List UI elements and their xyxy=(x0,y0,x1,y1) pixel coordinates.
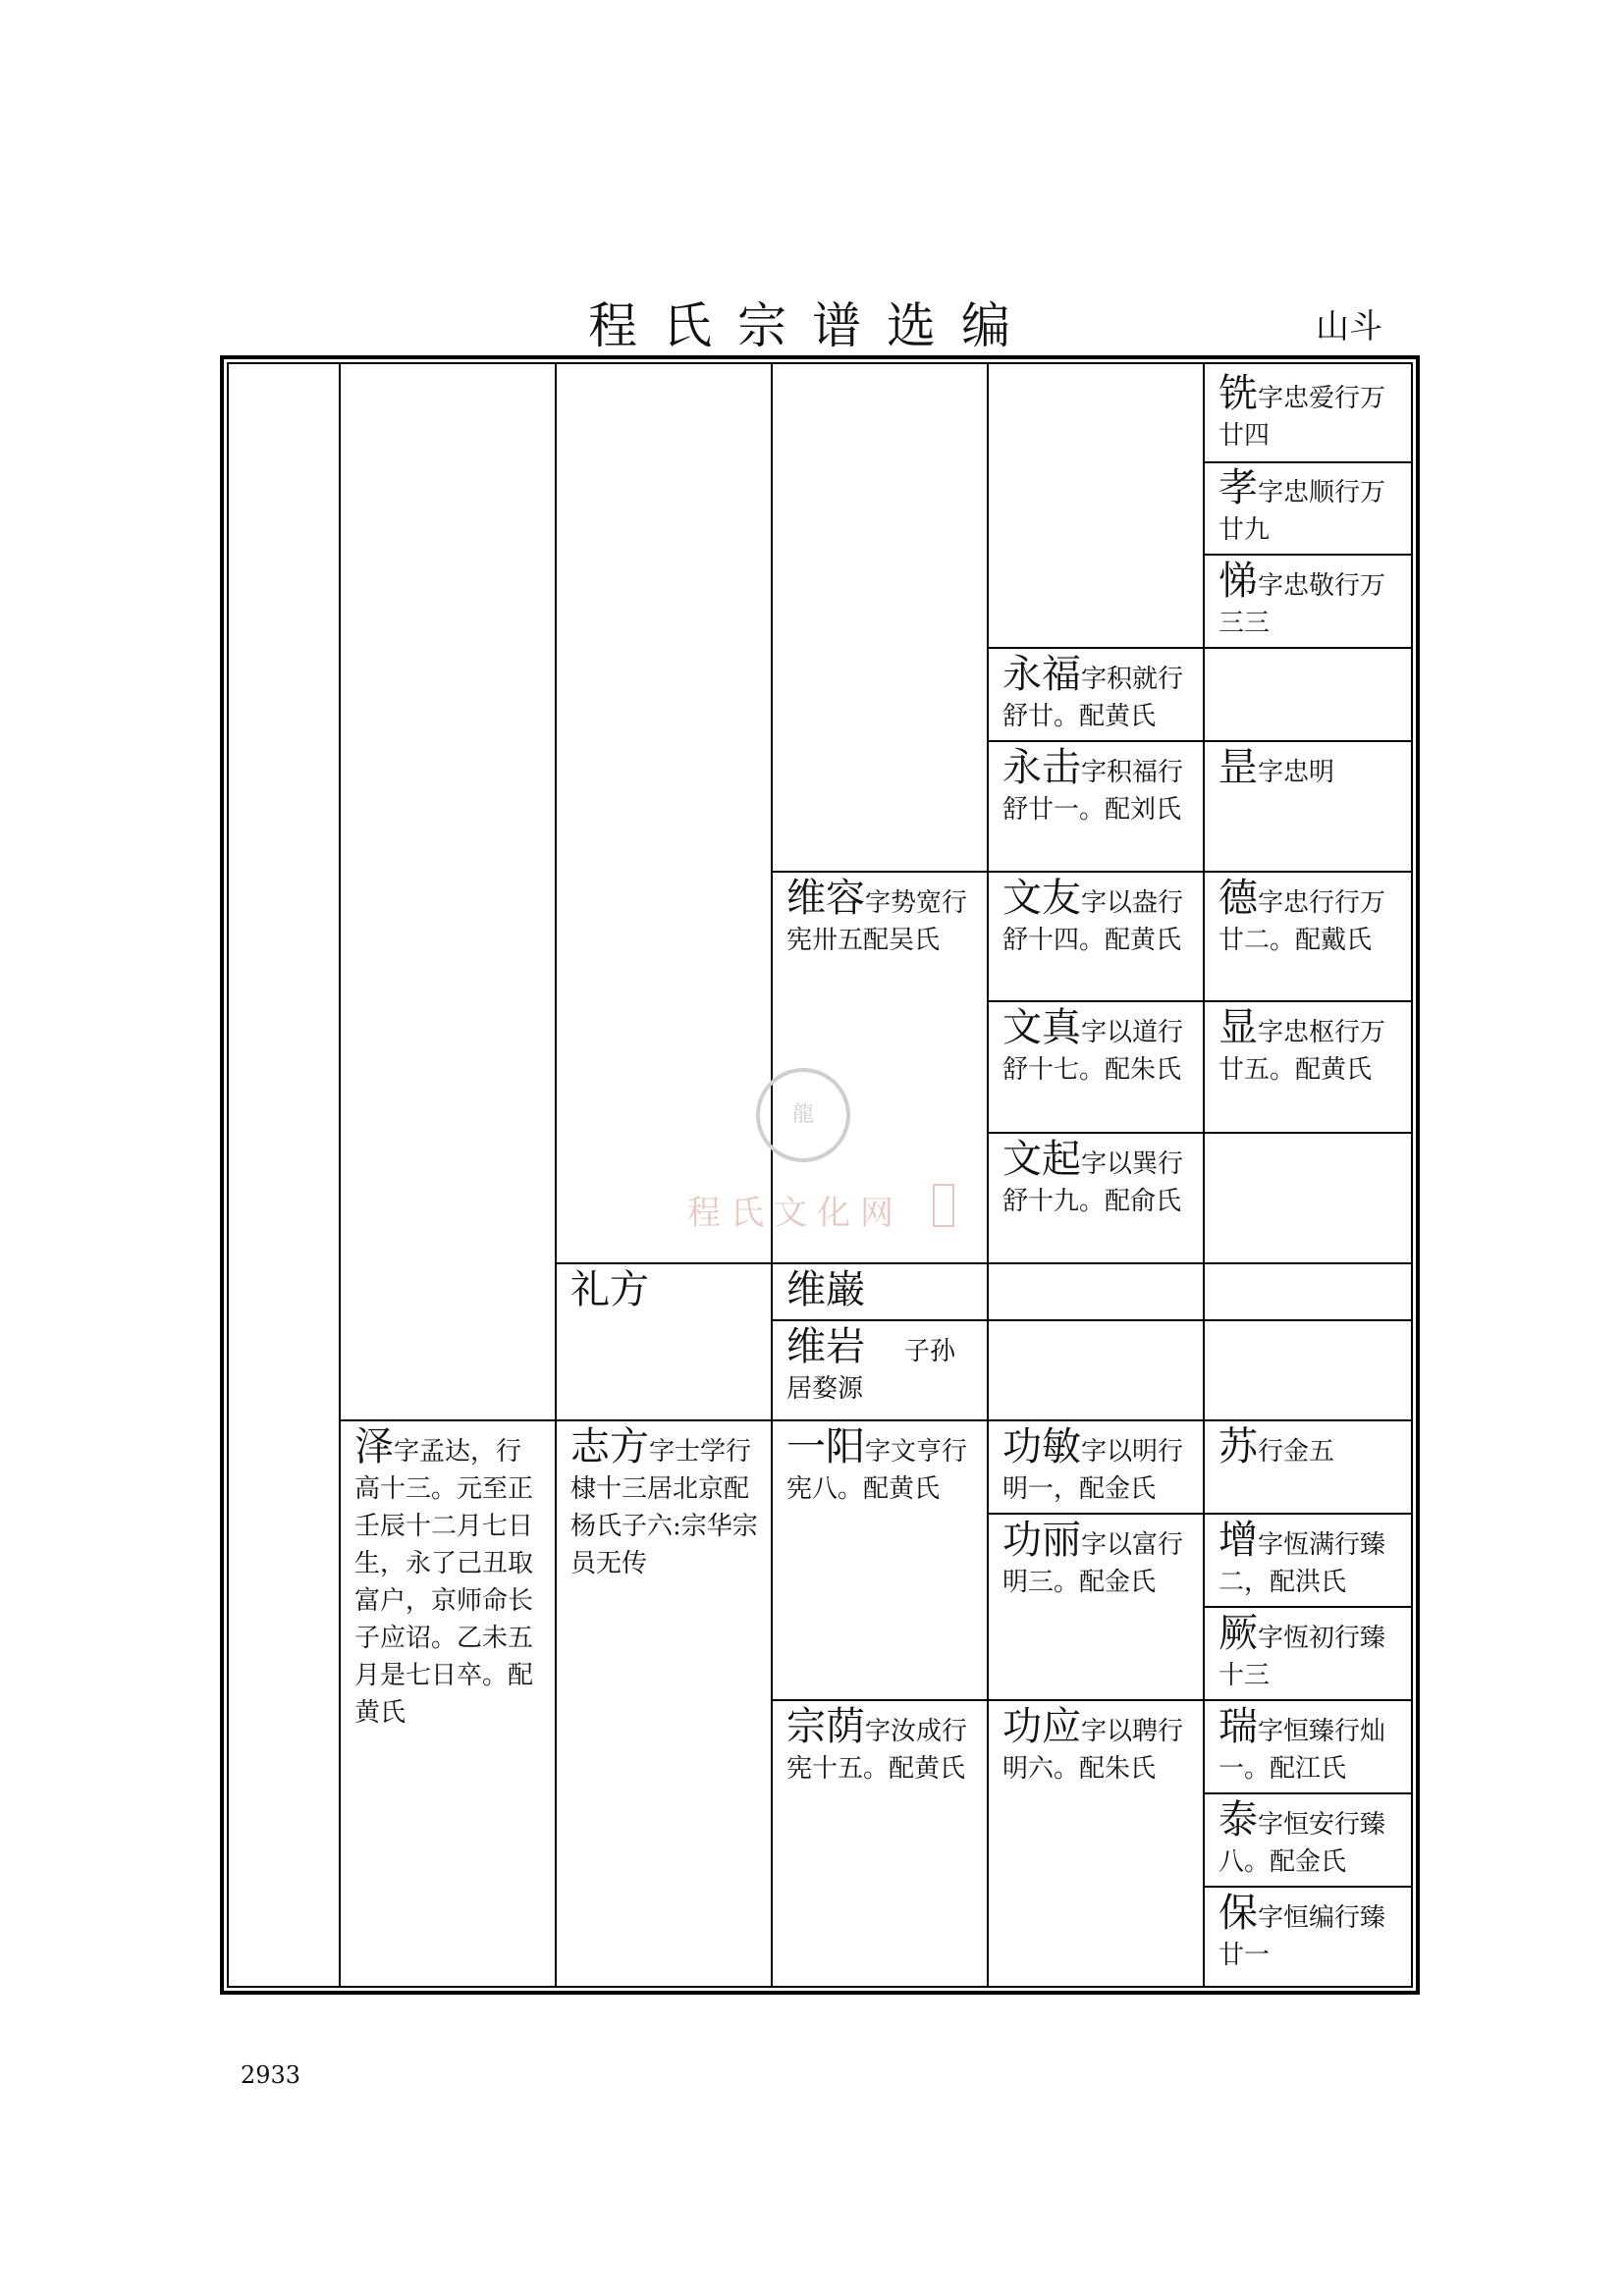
person-name: 泽 xyxy=(354,1424,394,1469)
watermark-text: 程氏文化网 xyxy=(687,1194,903,1233)
person-name: 志方 xyxy=(570,1424,649,1469)
person-entry xyxy=(989,1418,1203,1512)
person-name: 一阳 xyxy=(786,1424,865,1469)
person-details: 字以富行明三。配金氏 xyxy=(1002,1530,1184,1597)
person-details: 字以聘行明六。配朱氏 xyxy=(1002,1717,1184,1784)
person-details: 字恒臻行灿一。配江氏 xyxy=(1218,1717,1386,1784)
person-details: 字以道行舒十七。配朱氏 xyxy=(1002,1018,1184,1085)
person-name: 孝 xyxy=(1218,465,1258,510)
person-entry xyxy=(773,1261,987,1317)
person-entry xyxy=(773,1318,987,1412)
person-entry xyxy=(989,1512,1203,1605)
person-name: 保 xyxy=(1218,1891,1258,1936)
person-entry xyxy=(1205,1418,1413,1474)
person-details: 字恒安行臻八。配金氏 xyxy=(1218,1810,1386,1877)
person-entry xyxy=(1205,1791,1413,1885)
person-entry xyxy=(341,1418,555,1735)
person-name: 宗荫 xyxy=(786,1704,865,1749)
person-details: 字以明行明一，配金氏 xyxy=(1002,1437,1184,1504)
person-details: 字积福行舒廿一。配刘氏 xyxy=(1002,758,1184,825)
person-name: 永福 xyxy=(1002,652,1081,697)
person-name: 功应 xyxy=(1002,1704,1081,1749)
person-details: 字恒编行臻廿一 xyxy=(1218,1903,1386,1970)
person-details: 字文亨行宪八。配黄氏 xyxy=(786,1437,968,1504)
person-details: 字积就行舒廿。配黄氏 xyxy=(1002,665,1184,731)
column-divider xyxy=(555,362,557,1988)
person-entry xyxy=(1205,739,1413,795)
column-divider xyxy=(339,362,341,1988)
person-name: 昰 xyxy=(1218,745,1258,790)
person-details: 字以巽行舒十九。配俞氏 xyxy=(1002,1149,1184,1216)
person-entry xyxy=(1205,1512,1413,1605)
person-details: 字恆初行臻十三 xyxy=(1218,1624,1386,1690)
person-entry xyxy=(989,739,1203,832)
person-details: 字忠枢行万廿五。配黄氏 xyxy=(1218,1018,1386,1085)
person-entry xyxy=(557,1418,771,1586)
person-details: 行金五 xyxy=(1258,1437,1335,1467)
person-entry xyxy=(989,646,1203,739)
person-entry xyxy=(989,999,1203,1093)
person-name: 增 xyxy=(1218,1518,1258,1563)
person-entry xyxy=(989,870,1203,963)
person-details: 字忠行行万廿二。配戴氏 xyxy=(1218,888,1386,955)
person-entry xyxy=(1205,1698,1413,1791)
region-label: 山斗 xyxy=(1316,307,1382,347)
person-entry xyxy=(1205,365,1413,458)
person-entry xyxy=(1205,999,1413,1093)
person-details: 字孟达，行高十三。元至正壬辰十二月七日生，永了己丑取富户，京师命长子应诏。乙未五月是七日卒。配黄氏 xyxy=(354,1437,534,1728)
person-details: 字士学行棣十三居北京配杨氏子六:宗华宗员无传 xyxy=(570,1437,758,1578)
person-name: 瑞 xyxy=(1218,1704,1258,1749)
watermark-stamp-icon xyxy=(933,1184,954,1227)
person-entry xyxy=(1205,459,1413,553)
person-entry xyxy=(1205,1885,1413,1978)
person-details: 子孙居婺源 xyxy=(786,1337,956,1404)
person-name: 泰 xyxy=(1218,1797,1258,1842)
person-details: 字忠顺行万廿九 xyxy=(1218,478,1386,545)
person-details: 字以盎行舒十四。配黄氏 xyxy=(1002,888,1184,955)
person-entry xyxy=(989,1131,1203,1224)
person-entry xyxy=(557,1261,771,1317)
person-details: 字忠敬行万三三 xyxy=(1218,571,1386,638)
person-entry xyxy=(773,1698,987,1791)
person-name: 显 xyxy=(1218,1005,1258,1050)
person-entry xyxy=(773,1418,987,1512)
person-name: 文真 xyxy=(1002,1005,1081,1050)
person-name: 礼方 xyxy=(570,1267,649,1312)
person-entry xyxy=(1205,1605,1413,1698)
person-name: 维岩 xyxy=(786,1324,865,1369)
person-entry xyxy=(1205,870,1413,963)
person-name: 文起 xyxy=(1002,1137,1081,1182)
person-name: 功丽 xyxy=(1002,1518,1081,1563)
person-name: 维巌 xyxy=(786,1267,865,1312)
person-name: 德 xyxy=(1218,876,1258,921)
person-name: 功敏 xyxy=(1002,1424,1081,1469)
person-name: 维容 xyxy=(786,876,865,921)
person-details: 字忠爱行万廿四 xyxy=(1218,384,1386,451)
person-name: 文友 xyxy=(1002,876,1081,921)
person-details: 字汝成行宪十五。配黄氏 xyxy=(786,1717,968,1784)
person-entry xyxy=(773,870,987,963)
person-entry xyxy=(989,1698,1203,1791)
page-title: 程氏宗谱选编 xyxy=(588,297,1036,354)
person-details: 字势宽行宪卅五配吴氏 xyxy=(786,888,968,955)
person-name: 厥 xyxy=(1218,1611,1258,1656)
person-name: 铣 xyxy=(1218,371,1258,416)
person-name: 永击 xyxy=(1002,745,1081,790)
person-name: 苏 xyxy=(1218,1424,1258,1469)
watermark-seal-icon: 龍 xyxy=(756,1068,850,1162)
person-details: 字忠明 xyxy=(1258,758,1335,787)
person-entry xyxy=(1205,553,1413,646)
page-number: 2933 xyxy=(241,2061,301,2089)
person-details: 字恆满行臻二，配洪氏 xyxy=(1218,1530,1386,1597)
person-name: 悌 xyxy=(1218,559,1258,604)
